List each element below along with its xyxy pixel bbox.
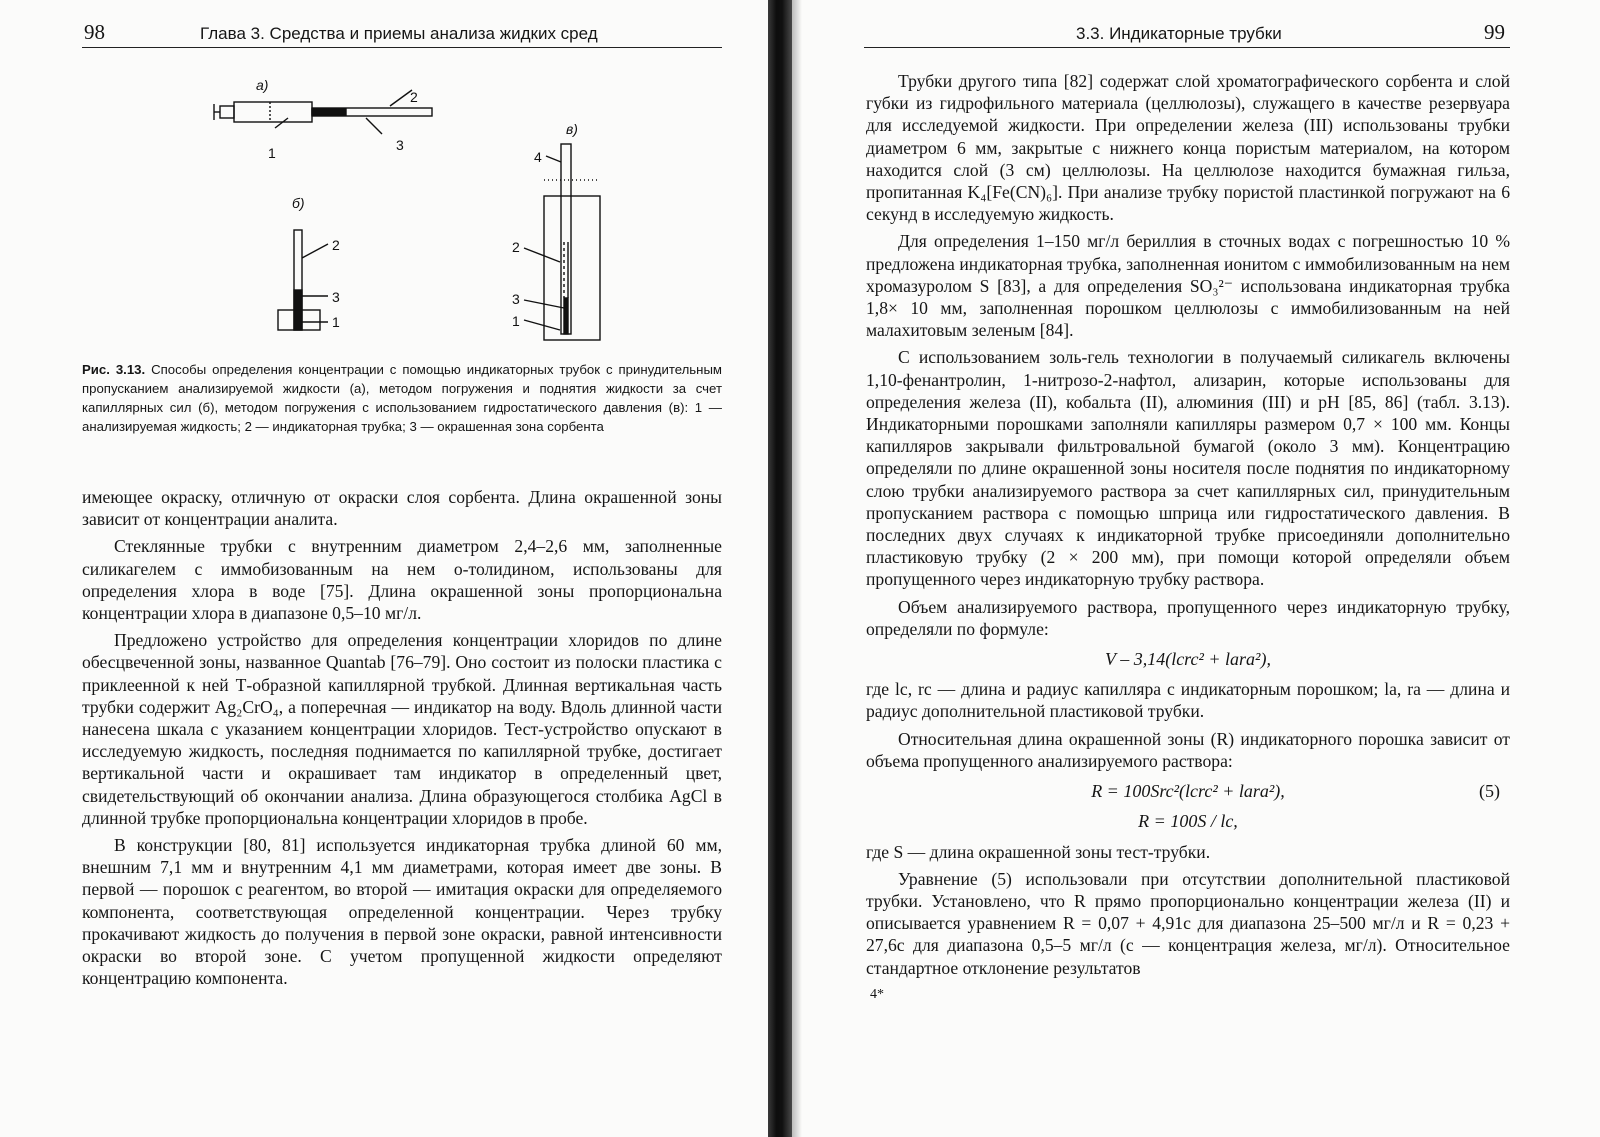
right-page-number: 99 <box>1484 20 1505 44</box>
caption-label: Рис. 3.13. <box>82 362 146 377</box>
right-paragraph-3: С использованием золь-гель технологии в получаемый силикагель включены 1,10-фенантролин, 1-нитрозо-2-нафтол, ализарин, которые использованы для определения железа (II), кобальта (II), алюминия (III) и pH [85, 86] (табл. 3.13). Индикаторными порошками заполняли капилляры размером 0,7 × 100 мм. Концы капилляров закрывали фильтровальной бумагой (около 3 мм). Концентрацию определяли по длине окрашенной зоны носителя после поднятия по индикаторному слою трубки анализируемого раствора за счет капиллярных сил, принудительным пропусканием раствора с помощью шприца или гидростатического давления. В последних двух случаях к индикаторной трубке присоединяли дополнительно пластиковую трубку (2 × 200 мм), при помощи которой определяли объем пропущенного через индикаторную трубку раствора. <box>866 347 1510 590</box>
figure-caption <box>82 360 722 436</box>
left-paragraph-3: Предложено устройство для определения концентрации хлоридов по длине обесцвеченной зоны, названное Quantab [76–79]. Оно состоит из полоски пластика с приклеенной к ней Т-образной капиллярной трубкой. Длинная вертикальная часть трубки содержит Ag₂CrO₄, а поперечная — индикатор на воду. Вдоль длинной части нанесена шкала с указанием концентрации хлоридов. Тест-устройство опускают в исследуемую жидкость, последняя поднимается по капиллярной трубке, достигает вертикальной части и окрашивает там индикатор в определенный цвет, свидетельствующий об окончании анализа. Длина образующегося столбика AgCl в длинной трубке пропорциональна концентрации хлоридов в пробе. <box>82 630 722 828</box>
fig-label-v: в) <box>566 121 578 137</box>
right-paragraph-6: Относительная длина окрашенной зоны (R) индикаторного порошка зависит от объема пропущенного анализируемого раствора: <box>866 728 1510 771</box>
left-paragraph-2: Стеклянные трубки с внутренним диаметром 2,4–2,6 мм, заполненные силикагелем с иммобизованным на нем о-толидином, использованы для определения хлора в воде [75]. Длина окрашенной зоны пропорциональна концентрации хлора в диапазоне 0,5–10 мг/л. <box>82 536 722 624</box>
right-header-rule <box>864 47 1510 48</box>
fig-a-num-2: 2 <box>410 89 418 105</box>
right-paragraph-2: Для определения 1–150 мг/л бериллия в сточных водах с погрешностью 10 % предложена индикаторная трубка, заполненная ионитом с иммобилизованным на нем хромазуролом S [83], а для определения SO₃²⁻ использована индикаторная трубка 1,8× 10 мм, заполненная порошком целлюлозы с иммобилизованным на ней малахитовым зеленым [84]. <box>866 231 1510 341</box>
fig-b-num-3: 3 <box>332 289 340 305</box>
left-page <box>0 0 765 1137</box>
formula-r-2: R = 100S / lc, <box>1138 811 1238 832</box>
caption-text: Способы определения концентрации с помощью индикаторных трубок с принудительным пропусканием анализируемой жидкости (а), методом погружения и поднятия жидкости за счет капиллярных сил (б), методом погружения с использованием гидростатического давления (в): 1 — анализируемая жидкость; 2 — индикаторная трубка; 3 — окрашенная зона сорбента <box>82 362 722 434</box>
left-running-head: Глава 3. Средства и приемы анализа жидких сред <box>200 24 598 43</box>
figure-3-13 <box>200 62 620 347</box>
right-body-text <box>866 70 1510 1006</box>
right-paragraph-5: где lc, rc — длина и радиус капилляра с индикаторным порошком; la, ra — длина и радиус дополнительной пластиковой трубки. <box>866 679 1510 722</box>
fig-label-a: а) <box>256 77 269 93</box>
formula-r-1: R = 100Src²(lcrc² + lara²), (5) <box>1091 781 1500 802</box>
fig-a-num-3: 3 <box>396 137 404 153</box>
fig-a-num-1: 1 <box>268 145 276 161</box>
formula-volume: V – 3,14(lcrc² + lara²), <box>1105 649 1271 670</box>
left-paragraph-4: В конструкции [80, 81] используется индикаторная трубка длиной 60 мм, внешним 7,1 мм и внутренним 4,1 мм диаметрами, которая имеет две зоны. В первой — порошок с реагентом, во второй — имитация окраски для определяемого компонента, соответствующая определенной концентрации. Через трубку прокачивают жидкость до получения в первой зоне окраски, равной интенсивности окраски во второй зоне. С учетом пропущенной жидкости определяют концентрацию компонента. <box>82 835 722 989</box>
left-header-rule <box>82 47 722 48</box>
signature-mark: 4* <box>870 986 884 1002</box>
book-spine <box>768 0 792 1137</box>
equation-number: (5) <box>1479 781 1500 802</box>
left-page-number: 98 <box>84 20 105 44</box>
fig-v-num-1: 1 <box>512 313 520 329</box>
fig-v-num-3: 3 <box>512 291 520 307</box>
right-page <box>800 0 1600 1137</box>
right-paragraph-8: Уравнение (5) использовали при отсутствии дополнительной пластиковой трубки. Установлено, что R прямо пропорционально концентрации железа (II) и описывается уравнением R = 0,07 + 4,91c для диапазона 25–500 мг/л и R = 0,23 + 27,6c для диапазона 0,5–5 мг/л (c — концентрация железа, мг/л). Относительное стандартное отклонение результатов <box>866 868 1510 978</box>
hydrostatic-diagram <box>524 144 600 340</box>
capillary-diagram <box>278 230 328 330</box>
fig-b-num-1: 1 <box>332 314 340 330</box>
right-paragraph-7: где S — длина окрашенной зоны тест-трубки. <box>866 841 1211 862</box>
fig-v-num-2: 2 <box>512 239 520 255</box>
syringe-diagram <box>214 90 432 134</box>
fig-label-b: б) <box>292 195 305 211</box>
fig-v-num-4: 4 <box>534 149 542 165</box>
left-body-text <box>82 486 722 994</box>
right-running-head: 3.3. Индикаторные трубки <box>1076 24 1282 43</box>
right-paragraph-1: Трубки другого типа [82] содержат слой хроматографического сорбента и слой губки из гидрофильного материала (целлюлозы), служащего в качестве резервуара для исследуемой жидкости. При определении железа (III) использованы трубки диаметром 6 мм, закрытые с нижнего конца пористым материалом, на котором находится слой (3 см) целлюлозы. На целлюлозе находится бумажная гильза, пропитанная K₄[Fe(CN)₆]. При анализе трубку пористой пластинкой погружают на 6 секунд в исследуемую жидкость. <box>866 71 1510 225</box>
left-paragraph-1: имеющее окраску, отличную от окраски слоя сорбента. Длина окрашенной зоны зависит от концентрации аналита. <box>82 487 722 530</box>
right-paragraph-4: Объем анализируемого раствора, пропущенного через индикаторную трубку, определяли по формуле: <box>866 596 1510 639</box>
fig-b-num-2: 2 <box>332 237 340 253</box>
